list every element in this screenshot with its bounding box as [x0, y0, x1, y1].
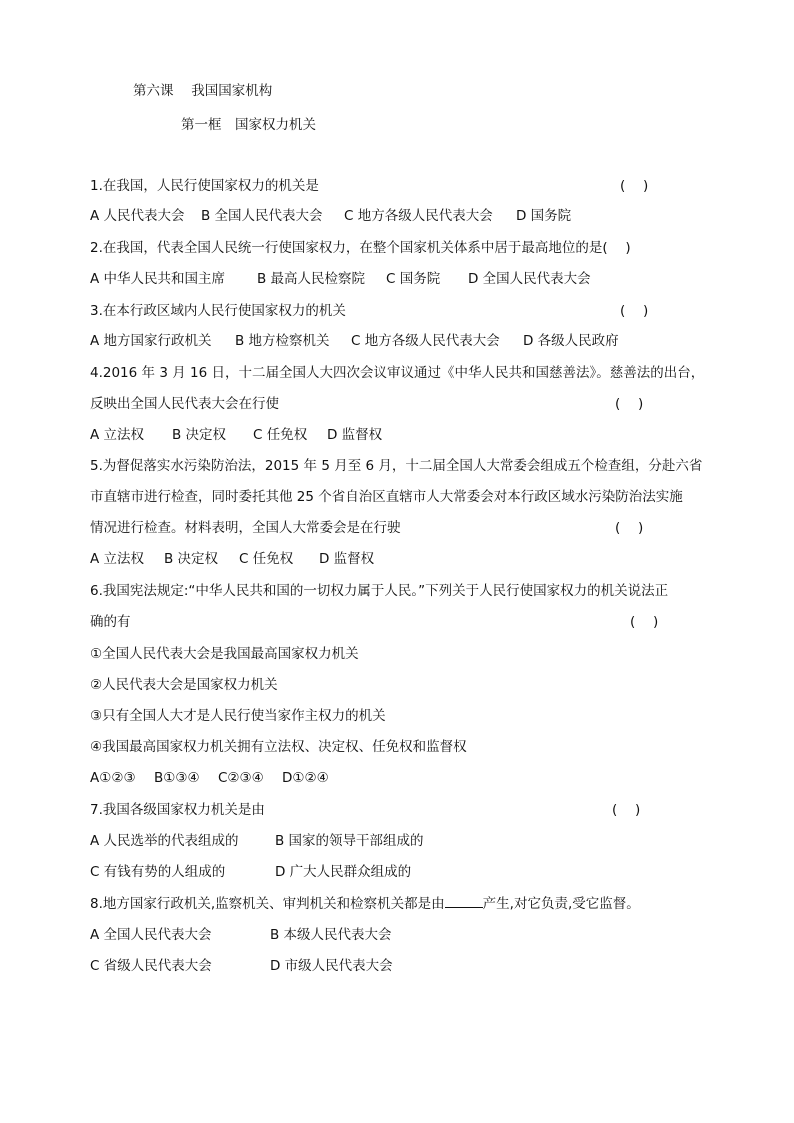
question-5-line-2: 市直辖市进行检查，同时委托其他 25 个省自治区直辖市人大常委会对本行政区域水污染防治法实施 — [90, 489, 683, 505]
option-d: D 广大人民群众组成的 — [275, 864, 412, 880]
option-c: C 任免权 — [253, 427, 308, 443]
option-c: C 任免权 — [239, 551, 294, 567]
option-d: D 国务院 — [516, 208, 572, 224]
option-c: C 国务院 — [386, 271, 441, 287]
option-a: A①②③ — [90, 770, 136, 786]
answer-paren: ( ) — [615, 520, 644, 536]
question-3-text: 3.在本行政区域内人民行使国家权力的机关 — [90, 303, 346, 319]
statement-2: ②人民代表大会是国家权力机关 — [90, 677, 278, 693]
option-c: C 地方各级人民代表大会 — [351, 333, 500, 349]
option-d: D 各级人民政府 — [523, 333, 619, 349]
answer-paren: ( ) — [630, 614, 659, 630]
statement-4: ④我国最高国家权力机关拥有立法权、决定权、任免权和监督权 — [90, 739, 467, 755]
question-8 — [90, 895, 708, 913]
question-1-text: 1.在我国，人民行使国家权力的机关是 — [90, 178, 319, 194]
option-b: B 决定权 — [164, 551, 219, 567]
option-c: C②③④ — [218, 770, 264, 786]
answer-blank — [445, 895, 483, 908]
option-b: B 全国人民代表大会 — [201, 208, 323, 224]
answer-paren: ( ) — [620, 303, 649, 319]
answer-paren: ( ) — [615, 396, 644, 412]
answer-paren: ( ) — [620, 178, 649, 194]
option-b: B①③④ — [154, 770, 200, 786]
option-a: A 中华人民共和国主席 — [90, 271, 226, 287]
statement-3: ③只有全国人大才是人民行使当家作主权力的机关 — [90, 708, 386, 724]
option-a: A 立法权 — [90, 551, 145, 567]
option-b: B 本级人民代表大会 — [270, 927, 392, 943]
option-d: D 监督权 — [319, 551, 375, 567]
option-b: B 最高人民检察院 — [257, 271, 366, 287]
option-c: C 省级人民代表大会 — [90, 958, 212, 974]
lesson-title: 第六课 我国国家机构 — [133, 83, 273, 99]
option-a: A 人民代表大会 — [90, 208, 185, 224]
question-4-line-1: 4.2016 年 3 月 16 日，十二届全国人大四次会议审议通过《中华人民共和国慈善法》。慈善法的出台， — [90, 365, 705, 381]
option-a: A 人民选举的代表组成的 — [90, 833, 239, 849]
document-page: 第六课 我国国家机构 第一框 国家权力机关 1.在我国，人民行使国家权力的机关是 ( ) A 人民代表大会 B 全国人民代表大会 C 地方各级人民代表大会 D 国务院 2.在我国，代表全国人民统一行使国家权力，在整个国家机关体系中居于最高地位的是( ) A 中华人民共和国主席 B 最高人民检察院 C 国务院 D 全国人民代表大会 3.在本行政区域内人民行使国家权力的机关 ( ) A 地方国家行政机关 B 地方检察机关 C 地方各级人民代表大会 D 各级人民政府 4.2016 年 3 月 16 日，十二届全国人大四次会议审议通过《中华人民共和国慈善法》。慈善法的出台， 反映出全国人民代表大会在行使 ( ) A 立法权 B 决定权 C 任免权 D 监督权 5.为督促落实水污染防治法，2015 年 5 月至 6 月，十二届全国人大常委会组成五个检查组，分赴六省 市直辖市进行检查，同时委托其他 25 个省自治区直辖市人大常委会对本行政区域水污染防治法实施 情况进行检查。材料表明，全国人大常委会是在行驶 ( ) A 立法权 B 决定权 C 任免权 D 监督权 6.我国宪法规定:“中华人民共和国的一切权力属于人民。”下列关于人民行使国家权力的机关说法正 确的有 ( ) ①全国人民代表大会是我国最高国家权力机关 ②人民代表大会是国家权力机关 ③只有全国人大才是人民行使当家作主权力的机关 ④我国最高国家权力机关拥有立法权、决定权、任免权和监督权 A①②③ B①③④ C②③④ D①②④ 7.我国各级国家权力机关是由 ( ) A 人民选举的代表组成的 B 国家的领导干部组成的 C 有钱有势的人组成的 D 广大人民群众组成的 8.地方国家行政机关,监察机关、审判机关和检察机关都是由 产生,对它负责,受它监督。 A 全国人民代表大会 B 本级人民代表大会 C 省级人民代表大会 D 市级人民代表大会 — [0, 0, 794, 1123]
answer-paren: ( ) — [612, 802, 641, 818]
option-a: A 立法权 — [90, 427, 145, 443]
option-d: D①②④ — [282, 770, 329, 786]
option-b: B 国家的领导干部组成的 — [275, 833, 424, 849]
option-b: B 地方检察机关 — [235, 333, 330, 349]
option-c: C 地方各级人民代表大会 — [344, 208, 493, 224]
option-d: D 市级人民代表大会 — [270, 958, 393, 974]
section-title: 第一框 国家权力机关 — [181, 117, 316, 133]
question-5-line-1: 5.为督促落实水污染防治法，2015 年 5 月至 6 月，十二届全国人大常委会组成五个检查组，分赴六省 — [90, 458, 703, 474]
option-b: B 决定权 — [172, 427, 227, 443]
option-a: A 地方国家行政机关 — [90, 333, 212, 349]
option-d: D 全国人民代表大会 — [468, 271, 591, 287]
question-8-text-after: 产生,对它负责,受它监督。 — [482, 896, 640, 912]
question-6-line-1: 6.我国宪法规定:“中华人民共和国的一切权力属于人民。”下列关于人民行使国家权力的机关说法正 — [90, 583, 669, 599]
question-2-text: 2.在我国，代表全国人民统一行使国家权力，在整个国家机关体系中居于最高地位的是( ) — [90, 240, 631, 256]
option-a: A 全国人民代表大会 — [90, 927, 212, 943]
question-7-text: 7.我国各级国家权力机关是由 — [90, 802, 265, 818]
option-c: C 有钱有势的人组成的 — [90, 864, 226, 880]
statement-1: ①全国人民代表大会是我国最高国家权力机关 — [90, 646, 359, 662]
option-d: D 监督权 — [327, 427, 383, 443]
question-8-text-before: 8.地方国家行政机关,监察机关、审判机关和检察机关都是由 — [90, 896, 445, 912]
